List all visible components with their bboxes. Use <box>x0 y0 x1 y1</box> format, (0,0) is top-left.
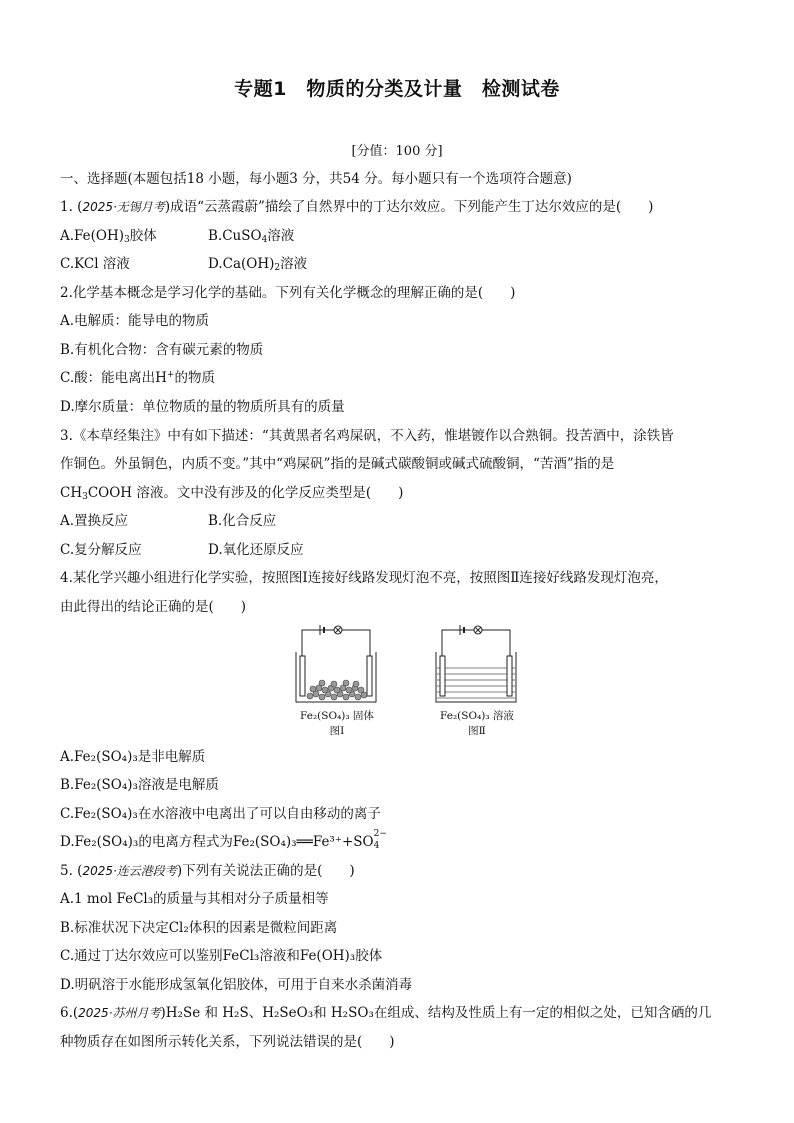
question-5-stem: 5. (2025·连云港段考)下列有关说法正确的是( ) <box>60 863 355 879</box>
score-info: [分值：100 分] <box>351 144 443 159</box>
circuit-diagrams <box>280 622 530 710</box>
question-1-stem: 1. (2025·无锡月考)成语“云蒸霞蔚”描绘了自然界中的丁达尔效应。下列能产生丁达尔效应的是( ) <box>60 199 654 215</box>
question-4-option-a: A.Fe₂(SO₄)₃是非电解质 <box>60 749 206 765</box>
question-4-option-c: C.Fe₂(SO₄)₃在水溶液中电离出了可以自由移动的离子 <box>60 806 381 822</box>
question-3-option-b: B.化合反应 <box>208 513 277 529</box>
question-1-option-a: $A.Fe(OH)_3$胶体 <box>60 228 157 245</box>
question-4-option-b: B.Fe₂(SO₄)₃溶液是电解质 <box>60 777 219 793</box>
question-5-option-c: C.通过丁达尔效应可以鉴别FeCl₃溶液和Fe(OH)₃胶体 <box>60 948 383 964</box>
question-3-option-d: D.氧化还原反应 <box>208 542 304 558</box>
circuit-diagram-2 <box>436 625 516 702</box>
question-2-stem: 2.化学基本概念是学习化学的基础。下列有关化学概念的理解正确的是( ) <box>60 285 516 301</box>
figure-2-label: 图Ⅱ <box>468 725 486 737</box>
question-3-stem-line3: $CH_3COOH$ 溶液。文中没有涉及的化学反应类型是( ) <box>60 485 404 502</box>
question-6-stem-line1: 6.(2025·苏州月考)H₂Se 和 H₂S、H₂SeO₃和 H₂SO₃在组成、结构及性质上有一定的相似之处，已知含硒的几 <box>60 1005 712 1021</box>
question-4-option-d: D.Fe₂(SO₄)₃的电离方程式为Fe₂(SO₄)₃══Fe³⁺+SO 2− 4 <box>60 829 387 851</box>
figure-2-caption: Fe₂(SO₄)₃ 溶液 <box>440 710 514 722</box>
question-4-stem-line1: 4.某化学兴趣小组进行化学实验，按照图Ⅰ连接好线路发现灯泡不亮，按照图Ⅱ连接好线路发现灯泡亮， <box>60 570 668 586</box>
question-3-stem-line1: 3.《本草经集注》中有如下描述：“其黄黑者名鸡屎矾，不入药，惟堪镀作以合熟铜。投苦酒中，涂铁皆 <box>60 428 674 444</box>
question-2-option-d: D.摩尔质量：单位物质的量的物质所具有的质量 <box>60 399 345 415</box>
section-heading: 一、选择题(本题包括18 小题，每小题3 分，共54 分。每小题只有一个选项符合题意) <box>60 171 572 187</box>
question-2-option-c: C.酸：能电离出H+的物质 <box>60 370 215 386</box>
circuit-diagram-1 <box>296 625 376 702</box>
circuit-figures <box>280 622 530 742</box>
question-3-option-a: A.置换反应 <box>60 513 129 529</box>
question-3-stem-line2: 作铜色。外虽铜色，内质不变。”其中“鸡屎矾”指的是碱式碳酸铜或碱式硫酸铜，“苦酒”指的是 <box>60 456 615 472</box>
figure-1-caption: Fe₂(SO₄)₃ 固体 <box>300 710 374 722</box>
question-1-option-c: C.KCl 溶液 <box>60 256 130 272</box>
question-source: 2025·连云港段考 <box>82 864 177 878</box>
question-5-option-d: D.明矾溶于水能形成氢氧化铝胶体，可用于自来水杀菌消毒 <box>60 977 413 993</box>
question-6-stem-line2: 种物质存在如图所示转化关系，下列说法错误的是( ) <box>60 1034 395 1050</box>
question-2-option-a: A.电解质：能导电的物质 <box>60 313 210 329</box>
question-2-option-b: B.有机化合物：含有碳元素的物质 <box>60 342 264 358</box>
solution-lines <box>437 668 515 698</box>
question-1-option-b: B.CuSO$_4$溶液 <box>208 228 295 245</box>
question-4-stem-line2: 由此得出的结论正确的是( ) <box>60 599 247 615</box>
page-title: 专题1 物质的分类及计量 检测试卷 <box>234 78 560 100</box>
solid-particles <box>307 680 367 700</box>
question-source: 2025·无锡月考 <box>82 200 165 214</box>
question-5-option-b: B.标准状况下决定Cl₂体积的因素是微粒间距离 <box>60 920 338 936</box>
question-3-option-c: C.复分解反应 <box>60 542 142 558</box>
figure-1-label: 图Ⅰ <box>329 725 345 737</box>
question-1-option-d: $D.Ca(OH)_2$溶液 <box>208 256 308 273</box>
question-source: 2025·苏州月考 <box>78 1006 161 1020</box>
question-5-option-a: A.1 mol FeCl₃的质量与其相对分子质量相等 <box>60 891 329 907</box>
